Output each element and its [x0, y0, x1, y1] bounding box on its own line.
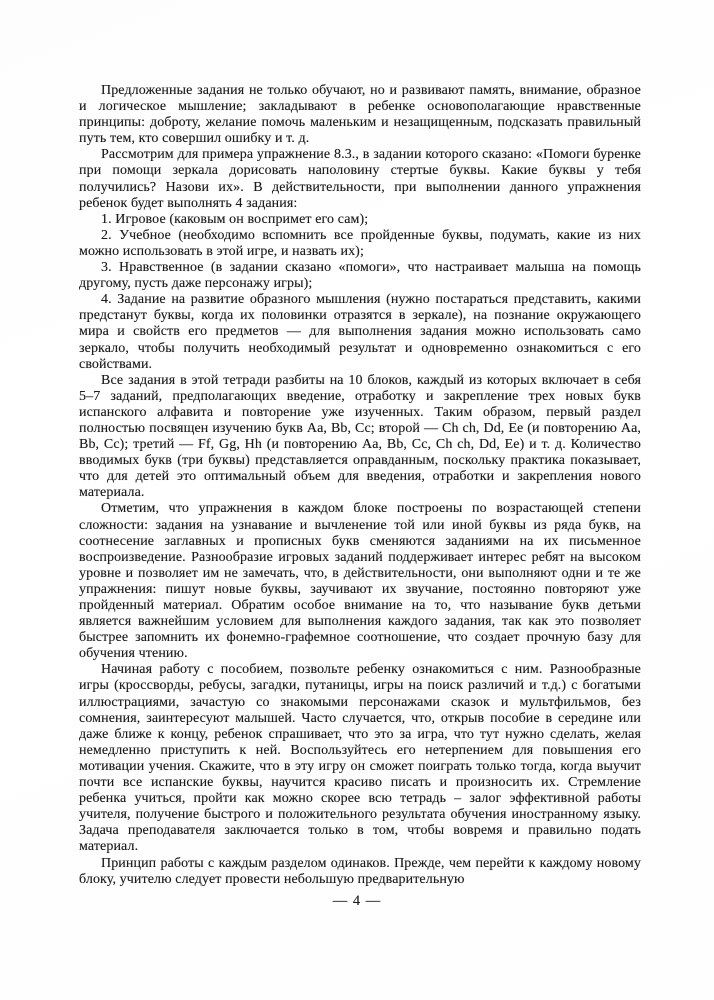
list-item-task-3: 3. Нравственное (в задании сказано «помоги», что настраивает малыша на помощь другому, пусть даже персонажу игры); [79, 260, 641, 292]
list-item-task-2: 2. Учебное (необходимо вспомнить все пройденные буквы, подумать, какие из них можно использовать в этой игре, и назвать их); [79, 227, 641, 259]
paragraph-section-principle: Принцип работы с каждым разделом одинаков. Прежде, чем перейти к каждому новому блоку, учителю следует провести небольшую предварительную [79, 855, 641, 887]
paragraph-intro-benefits: Предложенные задания не только обучают, но и развивают память, внимание, образное и логическое мышление; закладывают в ребенке основополагающие нравственные принципы: доброту, желание помочь маленьким и незащищенным, подсказать правильный путь тем, кто совершил ошибку и т. д. [79, 83, 641, 147]
page-number: — 4 — [332, 893, 382, 909]
list-item-task-4: 4. Задание на развитие образного мышления (нужно постараться представить, какими предстанут буквы, когда их половинки отразятся в зеркале), на познание окружающего мира и свойств его предметов — для выполнения задания можно использовать само зеркало, чтобы получить необходимый результат и одновременно ознакомиться с его свойствами. [79, 292, 641, 372]
paragraph-example-exercise: Рассмотрим для примера упражнение 8.3., в задании которого сказано: «Помоги буренке при помощи зеркала дорисовать наполовину стертые буквы. Какие буквы у тебя получились? Назови их». В действительности, при выполнении данного упражнения ребенок будет выполнять 4 задания: [79, 147, 641, 211]
paragraph-blocks-structure: Все задания в этой тетради разбиты на 10 блоков, каждый из которых включает в себя 5–7 заданий, предполагающих введение, отработку и закрепление трех новых букв испанского алфавита и повторение уже изученных. Таким образом, первый раздел полностью посвящен изучению букв Aa, Bb, Cc; второй — Ch ch, Dd, Ee (и повторению Aa, Bb, Cc); третий — Ff, Gg, Hh (и повторению Aa, Bb, Cc, Ch ch, Dd, Ee) и т. д. Количество вводимых букв (три буквы) представляется оправданным, поскольку практика показывает, что для детей это оптимальный объем для введения, отработки и закрепления нового материала. [79, 372, 641, 501]
page-text-block [79, 83, 641, 888]
list-item-task-1: 1. Игровое (каковым он воспримет его сам); [101, 211, 369, 227]
paragraph-getting-started: Начиная работу с пособием, позвольте ребенку ознакомиться с ним. Разнообразные игры (кроссворды, ребусы, загадки, путаницы, игры на поиск различий и т.д.) с богатыми иллюстрациями, зачастую со знакомыми персонажами сказок и мультфильмов, без сомнения, заинтересуют малышей. Часто случается, что, открыв пособие в середине или даже ближе к концу, ребенок спрашивает, что это за игра, что тут нужно сделать, желая немедленно приступить к ней. Воспользуйтесь его нетерпением для повышения его мотивации учения. Скажите, что в эту игру он сможет поиграть только тогда, когда выучит почти все испанские буквы, научится красиво писать и произносить их. Стремление ребенка учиться, пройти как можно скорее всю тетрадь – залог эффективной работы учителя, получение быстрого и положительного результата обучения иностранному языку. Задача преподавателя заключается только в том, чтобы вовремя и правильно подать материал. [79, 662, 641, 855]
paragraph-difficulty-progression: Отметим, что упражнения в каждом блоке построены по возрастающей степени сложности: задания на узнавание и вычленение той или иной буквы из ряда букв, на соотнесение заглавных и прописных букв сменяются заданиями на их письменное воспроизведение. Разнообразие игровых заданий поддерживает интерес ребят на высоком уровне и позволяет им не замечать, что, в действительности, они выполняют одни и те же упражнения: пишут новые буквы, заучивают их звучание, постоянно повторяют уже пройденный материал. Обратим особое внимание на то, что называние букв детьми является важнейшим условием для выполнения каждого задания, так как это позволяет быстрее запомнить их фонемно-графемное соотношение, что создает прочную базу для обучения чтению. [79, 501, 641, 662]
